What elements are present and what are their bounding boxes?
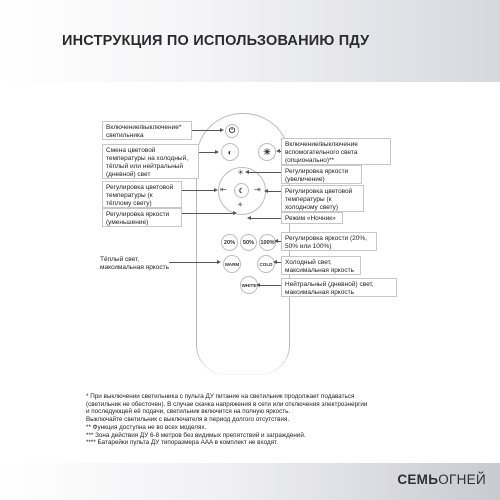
footnote-line: и последующей её подачи, светильник включится на полную яркость.	[86, 408, 291, 416]
preset-20-button: 20%	[221, 234, 238, 251]
white-button: WHITE	[240, 276, 258, 294]
footnote-line: *** Зона действия ДУ 6-8 метров без видимых препятствий и заграждений.	[86, 431, 306, 439]
connector-neutral-max	[258, 285, 281, 286]
label-warm-temp: Регулировка цветовой температуры (к тёплому свету)	[102, 181, 182, 208]
colder-icon: ⇥	[254, 185, 261, 194]
cold-button: COLD	[257, 255, 275, 273]
connector-warm-temp	[182, 190, 216, 191]
connector-presets	[276, 241, 281, 242]
connector-backlight	[278, 151, 281, 152]
footnotes	[86, 393, 426, 447]
warm-button: WARM	[223, 255, 241, 273]
connector-brightness-down	[182, 213, 235, 214]
label-neutral-max: Нейтральный (дневной) свет, максимальная яркость	[281, 278, 397, 297]
label-cold-temp: Регулировка цветовой температуры (к холодному свету)	[281, 185, 364, 212]
connector-brightness-up	[247, 172, 281, 173]
label-backlight: Включение/выключение вспомогательного света (опционально)**	[281, 138, 391, 165]
connector-warm-max	[169, 262, 219, 263]
label-cold-max: Холодный свет, максимальная яркость	[281, 256, 361, 275]
brightness-up-icon: ☀	[237, 168, 245, 177]
power-icon: ⏻	[225, 124, 239, 138]
label-power: Включение/выключение* светильника	[102, 121, 192, 140]
brightness-down-icon: ☀	[237, 202, 244, 209]
brand-bold: СЕМЬ	[397, 472, 439, 487]
label-brightness-up: Регулировка яркости (увеличение)	[281, 165, 362, 184]
backlight-icon: ☀	[258, 143, 276, 161]
connector-cold-temp	[266, 191, 281, 192]
label-color-mode: Смена цветовой температуры на холодный, тёплый или нейтральный (дневной) свет	[102, 144, 199, 179]
preset-100-button: 100%	[259, 234, 276, 251]
label-warm-max: Тёплый свет, максимальная яркость	[100, 256, 169, 271]
connector-cold-max	[275, 262, 281, 263]
footnote-line: (светильник не обесточен). В случае скачка напряжения в сети или отключения электроэнергии	[86, 400, 368, 408]
label-night: Режим «Ночник»	[281, 212, 343, 224]
color-temperature-icon: ◐	[221, 143, 239, 161]
footnote-line: Выключайте светильник с выключателя в период долгого отсутствия.	[86, 416, 290, 424]
label-brightness-down: Регулировка яркости (уменьшение)	[102, 208, 182, 227]
brand-logo	[397, 472, 486, 487]
footnote-line: **** Батарейки пульта ДУ типоразмера AAA в комплект не входят.	[86, 439, 278, 447]
footnote-line: * При выключении светильника с пульта ДУ питание на светильник продолжает подаваться	[86, 393, 355, 400]
brand-regular: ОГНЕЙ	[438, 472, 486, 487]
preset-50-button: 50%	[240, 234, 257, 251]
footnote-line: ** Функция доступна не во всех моделях.	[86, 423, 207, 431]
night-mode-icon: ☾	[234, 183, 249, 198]
connector-power	[192, 130, 222, 131]
page-title: ИНСТРУКЦИЯ ПО ИСПОЛЬЗОВАНИЮ ПДУ	[62, 33, 370, 49]
remote-fade	[0, 348, 500, 378]
connector-color-mode	[199, 152, 217, 153]
warmer-icon: ⇤	[220, 185, 227, 194]
connector-night	[249, 218, 281, 219]
label-presets: Регулировка яркости (20%, 50% или 100%)	[281, 232, 377, 251]
